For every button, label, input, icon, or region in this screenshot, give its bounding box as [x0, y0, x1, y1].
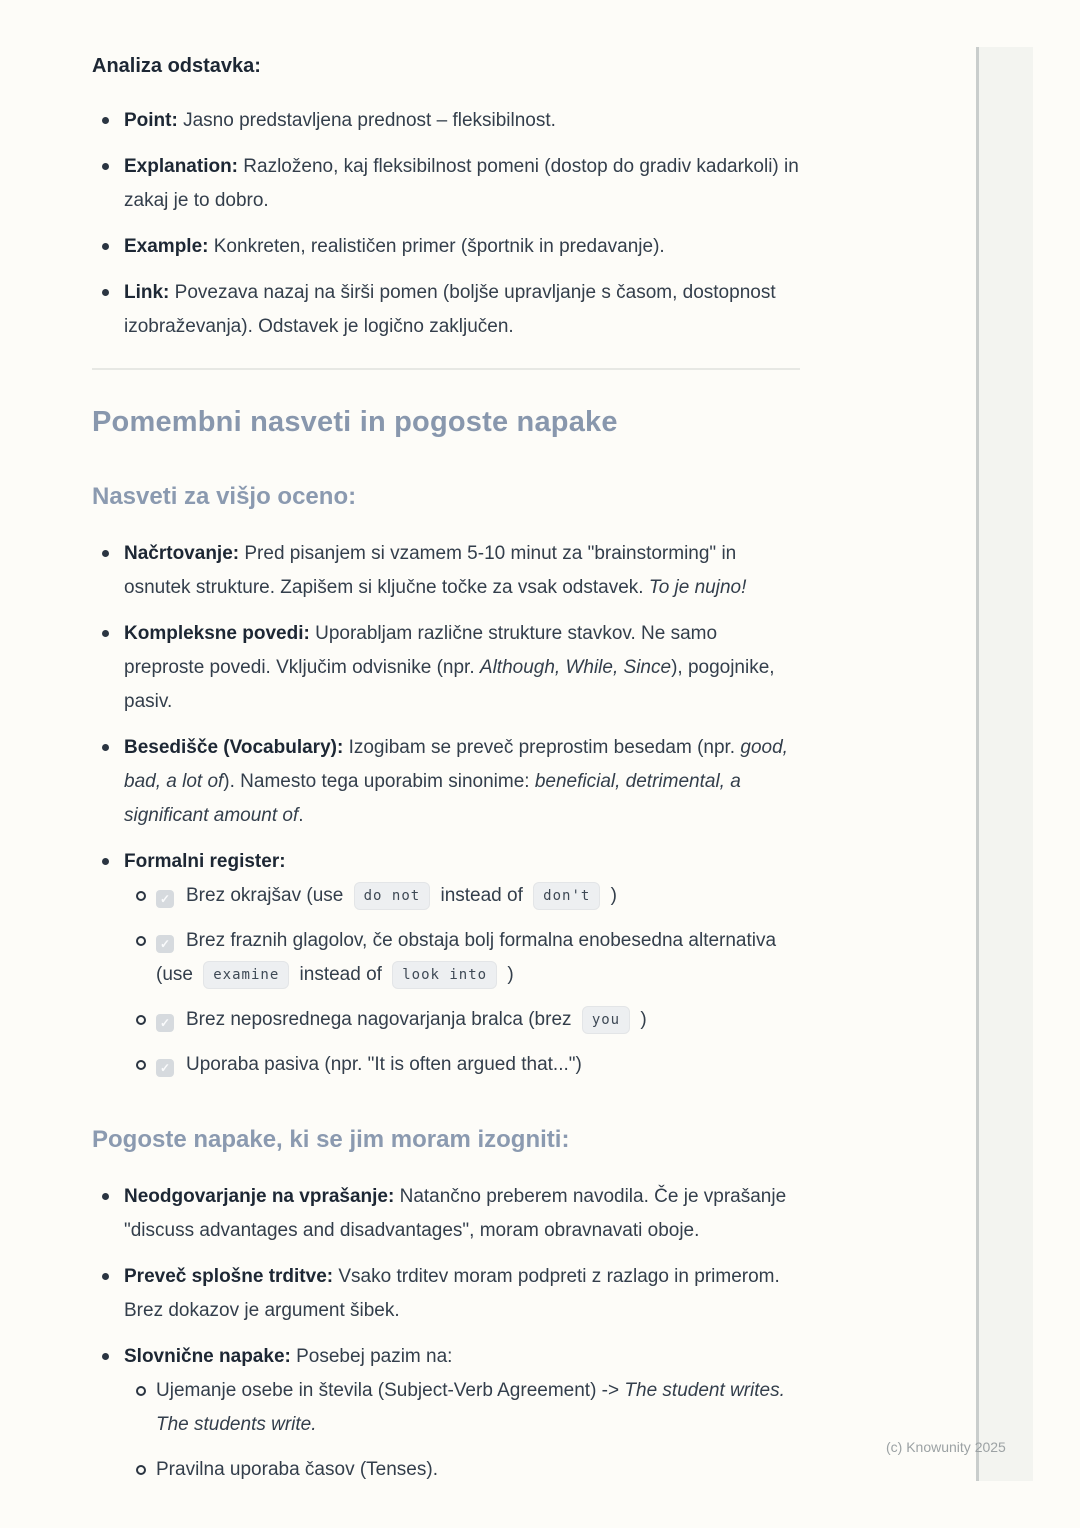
list-item — [92, 104, 800, 138]
checkbox-checked-icon[interactable]: ✓ — [156, 935, 174, 953]
text-segment: Brez neposrednega nagovarjanja bralca (brez — [186, 1009, 577, 1030]
text-segment: Jasno predstavljena prednost – fleksibilnost. — [177, 110, 556, 131]
checkbox-checked-icon[interactable]: ✓ — [156, 1059, 174, 1077]
text-segment: Konkreten, realističen primer (športnik in predavanje). — [208, 236, 665, 257]
list-item — [92, 845, 800, 1082]
text-segment: instead of — [435, 885, 529, 906]
bullet-icon — [102, 858, 109, 865]
sub-list-item — [124, 1003, 800, 1037]
list-item — [92, 731, 800, 833]
circle-bullet-icon — [136, 1386, 146, 1396]
bullet-icon — [102, 744, 109, 751]
checkbox-checked-icon[interactable]: ✓ — [156, 890, 174, 908]
text-segment: Brez fraznih glagolov, če obstaja bolj formalna enobesedna alternativa (use — [156, 930, 777, 985]
subsection-title-tips: Nasveti za višjo oceno: — [92, 483, 357, 510]
list-item — [92, 1260, 800, 1328]
text-segment: Explanation: — [124, 156, 239, 177]
text-segment: Razloženo, kaj fleksibilnost pomeni (dostop do gradiv kadarkoli) in zakaj je to dobro. — [124, 156, 799, 211]
sub-list-item — [124, 1048, 800, 1082]
text-segment: Formalni register: — [124, 851, 286, 872]
inline-code: don't — [533, 882, 600, 910]
sub-list-item — [124, 879, 800, 913]
text-segment: ) — [635, 1009, 647, 1030]
text-segment: To je nujno! — [648, 577, 747, 598]
text-segment: beneficial, detrimental, a significant amount of — [124, 771, 741, 826]
text-segment: Preveč splošne trditve: — [124, 1266, 334, 1287]
list-item — [92, 537, 800, 605]
list-item — [92, 276, 800, 344]
list-item — [92, 617, 800, 719]
text-segment: Načrtovanje: — [124, 543, 240, 564]
bullet-icon — [102, 117, 109, 124]
text-segment: Kompleksne povedi: — [124, 623, 310, 644]
text-segment: Although, While, Since — [479, 657, 672, 678]
bullet-icon — [102, 1353, 109, 1360]
inline-code: look into — [392, 961, 497, 989]
bullet-icon — [102, 550, 109, 557]
list-item — [92, 150, 800, 218]
list-item — [92, 1180, 800, 1248]
bullet-icon — [102, 630, 109, 637]
text-segment: ) — [502, 964, 514, 985]
circle-bullet-icon — [136, 1465, 146, 1475]
sub-list — [124, 1374, 800, 1487]
checkbox-checked-icon[interactable]: ✓ — [156, 1014, 174, 1032]
mistakes-list — [92, 1180, 800, 1487]
tips-list — [92, 537, 800, 1082]
text-segment: Uporabljam različne strukture stavkov. Ne samo preproste povedi. Vključim odvisnike (npr. — [124, 623, 718, 678]
circle-bullet-icon — [136, 891, 146, 901]
document-body — [92, 55, 800, 1499]
analysis-title: Analiza odstavka: — [92, 55, 261, 77]
text-segment: Posebej pazim na: — [290, 1346, 453, 1367]
text-segment: Brez okrajšav (use — [186, 885, 349, 906]
text-segment: Pravilna uporaba časov (Tenses). — [156, 1459, 438, 1480]
section-divider — [92, 368, 800, 370]
subsection-title-mistakes: Pogoste napake, ki se jim moram izogniti: — [92, 1126, 570, 1153]
text-segment: Pred pisanjem si vzamem 5-10 minut za "brainstorming" in osnutek strukture. Zapišem si ključne točke za vsak odstavek. — [124, 543, 737, 598]
section-title: Pomembni nasveti in pogoste napake — [92, 406, 618, 438]
sub-list — [124, 879, 800, 1082]
page-edge-band — [979, 47, 1033, 1481]
text-segment: instead of — [294, 964, 388, 985]
text-segment: good, bad, a lot of — [124, 737, 788, 792]
bullet-icon — [102, 1193, 109, 1200]
bullet-icon — [102, 243, 109, 250]
list-item — [92, 1340, 800, 1487]
text-segment: Neodgovarjanje na vprašanje: — [124, 1186, 395, 1207]
text-segment: Besedišče (Vocabulary): — [124, 737, 344, 758]
sub-list-item — [124, 1374, 800, 1442]
text-segment: . — [298, 805, 304, 826]
inline-code: do not — [354, 882, 431, 910]
text-segment: Example: — [124, 236, 209, 257]
text-segment: Povezava nazaj na širši pomen (boljše upravljanje s časom, dostopnost izobraževanja). Odstavek je logično zaključen. — [124, 282, 776, 337]
bullet-icon — [102, 1273, 109, 1280]
circle-bullet-icon — [136, 936, 146, 946]
list-item — [92, 230, 800, 264]
text-segment: ) — [605, 885, 617, 906]
watermark: (c) Knowunity 2025 — [886, 1439, 1006, 1455]
text-segment: The student writes. The students write. — [156, 1380, 785, 1435]
text-segment: Ujemanje osebe in števila (Subject-Verb Agreement) -> — [156, 1380, 625, 1401]
circle-bullet-icon — [136, 1060, 146, 1070]
bullet-icon — [102, 163, 109, 170]
text-segment: Izogibam se preveč preprostim besedam (npr. — [343, 737, 741, 758]
text-segment: Natančno preberem navodila. Če je vprašanje "discuss advantages and disadvantages", moram obravnavati oboje. — [124, 1186, 787, 1241]
text-segment: Slovnične napake: — [124, 1346, 291, 1367]
inline-code: you — [582, 1006, 630, 1034]
sub-list-item — [124, 924, 800, 992]
text-segment: Uporaba pasiva (npr. "It is often argued that...") — [186, 1054, 582, 1075]
text-segment: Point: — [124, 110, 178, 131]
text-segment: Link: — [124, 282, 170, 303]
text-segment: ). Namesto tega uporabim sinonime: — [223, 771, 535, 792]
bullet-icon — [102, 289, 109, 296]
inline-code: examine — [203, 961, 289, 989]
text-segment: Vsako trditev moram podpreti z razlago in primerom. Brez dokazov je argument šibek. — [124, 1266, 780, 1321]
circle-bullet-icon — [136, 1015, 146, 1025]
page-edge-line[interactable] — [976, 47, 979, 1481]
text-segment: ), pogojnike, pasiv. — [124, 657, 775, 712]
sub-list-item — [124, 1453, 800, 1487]
analysis-list — [92, 104, 800, 344]
